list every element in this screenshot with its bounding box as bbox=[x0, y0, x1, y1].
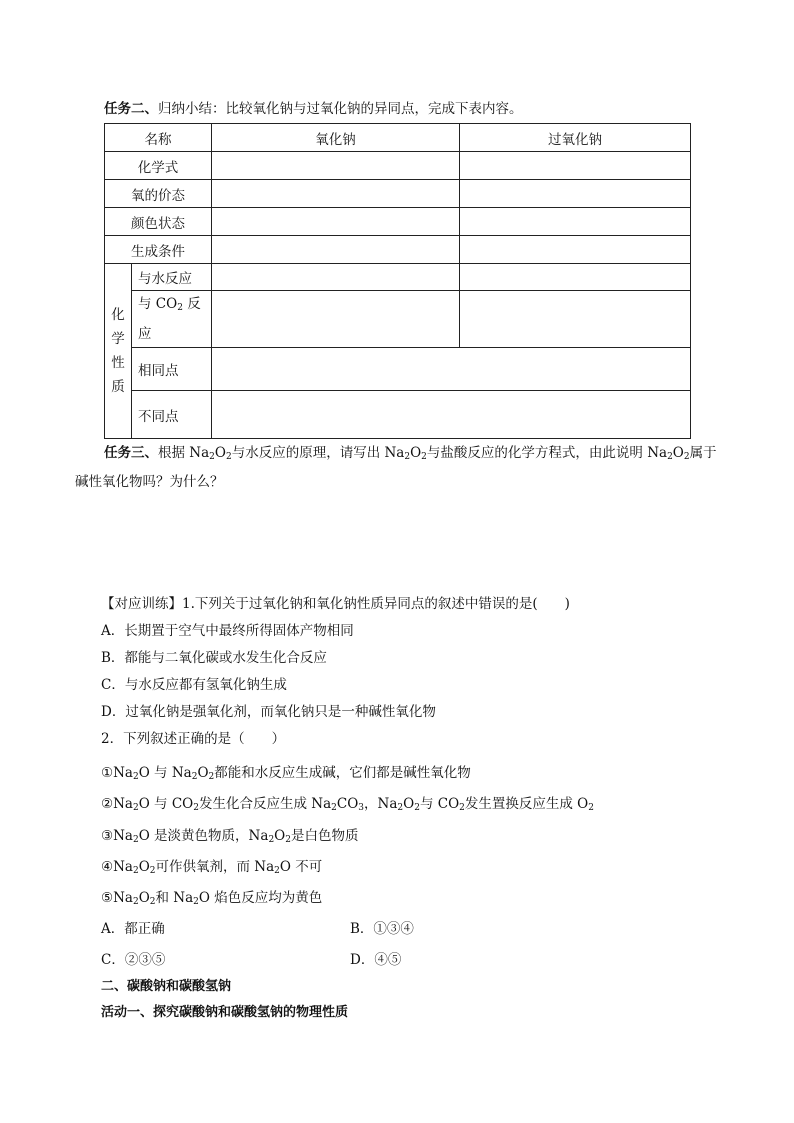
task3-heading: 任务三、 bbox=[104, 445, 158, 461]
task2-line bbox=[104, 97, 523, 117]
task3-line2: 碱性氧化物吗？为什么？ bbox=[75, 474, 224, 490]
table-row bbox=[105, 208, 691, 236]
statement-3: $③Na_2O$ 是淡黄色物质，$Na_2O_2$是白色物质 bbox=[101, 828, 359, 845]
header-na2o2: 过氧化钠 bbox=[460, 124, 691, 152]
cell-empty[interactable] bbox=[212, 291, 460, 348]
activity-1-title: 活动一、探究碳酸钠和碳酸氢钠的物理性质 bbox=[101, 1005, 349, 1020]
row-label-diff: 不同点 bbox=[132, 391, 212, 439]
row-label-same: 相同点 bbox=[132, 348, 212, 391]
group-label-chemical-properties: 化 学 性 质 bbox=[105, 264, 132, 439]
task2-heading: 任务二、 bbox=[104, 101, 158, 117]
table-row bbox=[105, 291, 691, 348]
table-row bbox=[105, 152, 691, 180]
header-na2o: 氧化钠 bbox=[212, 124, 460, 152]
choice-c: C．②③⑤ bbox=[101, 952, 166, 968]
row-label-conditions: 生成条件 bbox=[105, 236, 212, 264]
table-row bbox=[105, 236, 691, 264]
statement-2: $②Na_2O$ 与 $CO_2$发生化合反应生成 $Na_2CO_3$，$Na_2O_2$与 $CO_2$发生置换反应生成 $O_2$ bbox=[101, 796, 594, 813]
choice-a: A．都正确 bbox=[101, 921, 165, 937]
cell-empty[interactable] bbox=[460, 236, 691, 264]
choice-d: D．④⑤ bbox=[350, 952, 402, 968]
question-2: 2．下列叙述正确的是（ ） bbox=[101, 731, 286, 747]
row-label-water: 与水反应 bbox=[132, 264, 212, 291]
header-name: 名称 bbox=[105, 124, 212, 152]
cell-empty[interactable] bbox=[460, 208, 691, 236]
cell-empty[interactable] bbox=[460, 180, 691, 208]
table-header-row bbox=[105, 124, 691, 152]
question-1: 【对应训练】1.下列关于过氧化钠和氧化钠性质异同点的叙述中错误的是( ) bbox=[101, 596, 570, 612]
comparison-table bbox=[104, 123, 691, 439]
cell-empty[interactable] bbox=[212, 152, 460, 180]
cell-empty[interactable] bbox=[460, 264, 691, 291]
table-row bbox=[105, 391, 691, 439]
section-2-title: 二、碳酸钠和碳酸氢钠 bbox=[101, 979, 232, 994]
statement-5: $⑤Na_2O_2$和 $Na_2O$ 焰色反应均为黄色 bbox=[101, 890, 323, 907]
row-label-valence: 氧的价态 bbox=[105, 180, 212, 208]
cell-empty[interactable] bbox=[212, 180, 460, 208]
cell-empty[interactable] bbox=[460, 291, 691, 348]
q1-option-a: A．长期置于空气中最终所得固体产物相同 bbox=[101, 623, 354, 639]
cell-empty[interactable] bbox=[212, 236, 460, 264]
cell-empty[interactable] bbox=[212, 208, 460, 236]
q1-option-c: C．与水反应都有氢氧化钠生成 bbox=[101, 677, 287, 693]
row-label-color: 颜色状态 bbox=[105, 208, 212, 236]
row-label-co2: 与 $CO_2$ 反 应 bbox=[132, 291, 212, 348]
cell-empty[interactable] bbox=[212, 348, 691, 391]
task3-line1: 任务三、根据 $Na_2O_2$与水反应的原理，请写出 $Na_2O_2$与盐酸反应的化学方程式，由此说明 $Na_2O_2$属于 bbox=[104, 445, 717, 462]
q1-option-b: B．都能与二氧化碳或水发生化合反应 bbox=[101, 650, 327, 666]
cell-empty[interactable] bbox=[460, 152, 691, 180]
q1-option-d: D．过氧化钠是强氧化剂，而氧化钠只是一种碱性氧化物 bbox=[101, 704, 436, 720]
statement-1: $①Na_2O$ 与 $Na_2O_2$都能和水反应生成碱，它们都是碱性氧化物 bbox=[101, 765, 471, 782]
table-row bbox=[105, 264, 691, 291]
cell-empty[interactable] bbox=[212, 264, 460, 291]
row-label-formula: 化学式 bbox=[105, 152, 212, 180]
choice-b: B．①③④ bbox=[350, 921, 414, 937]
cell-empty[interactable] bbox=[212, 391, 691, 439]
statement-4: $④Na_2O_2$可作供氧剂，而 $Na_2O$ 不可 bbox=[101, 859, 323, 876]
table-row bbox=[105, 348, 691, 391]
table-row bbox=[105, 180, 691, 208]
task2-text: 归纳小结：比较氧化钠与过氧化钠的异同点，完成下表内容。 bbox=[158, 101, 523, 117]
